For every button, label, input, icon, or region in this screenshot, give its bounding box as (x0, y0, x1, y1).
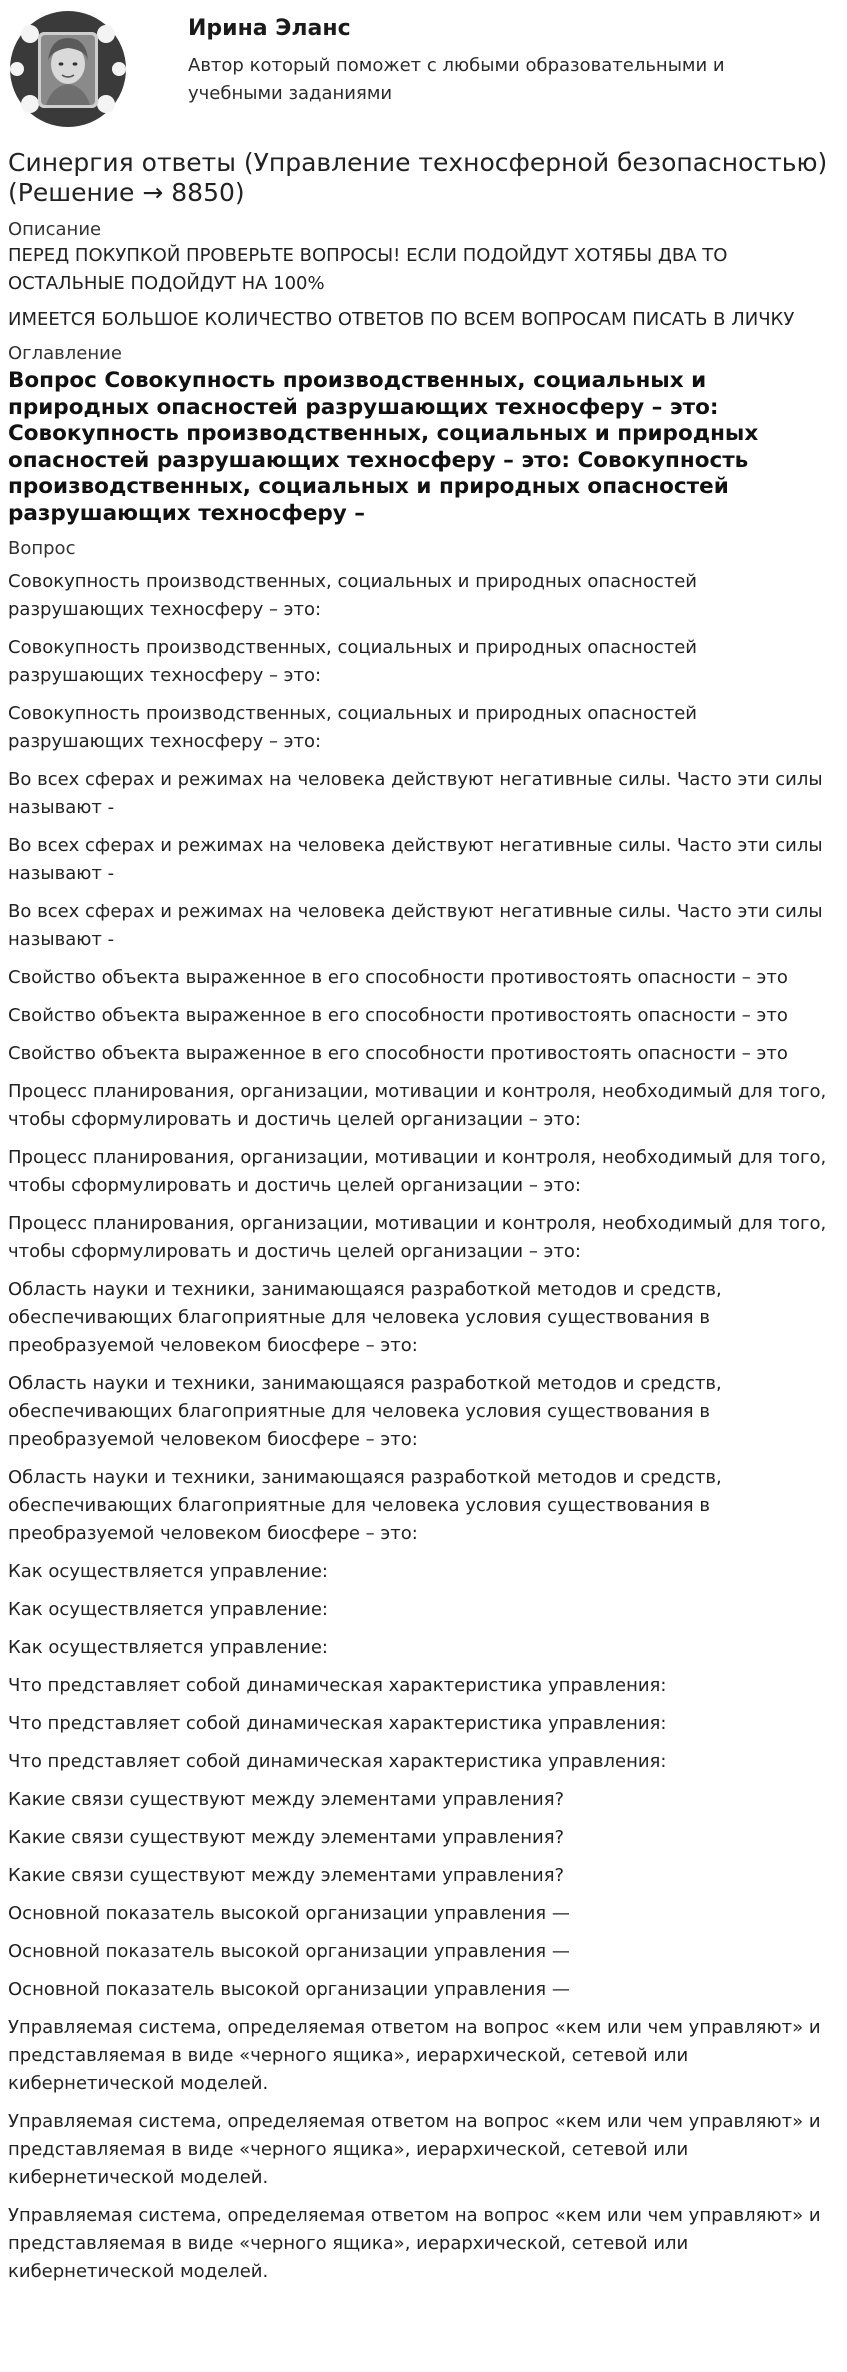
description-line: ИМЕЕТСЯ БОЛЬШОЕ КОЛИЧЕСТВО ОТВЕТОВ ПО ВСЕМ ВОПРОСАМ ПИСАТЬ В ЛИЧКУ (8, 309, 795, 330)
description-line: ПЕРЕД ПОКУПКОЙ ПРОВЕРЬТЕ ВОПРОСЫ! ЕСЛИ ПОДОЙДУТ ХОТЯБЫ ДВА ТО ОСТАЛЬНЫЕ ПОДОЙДУТ НА 100% (8, 245, 728, 294)
question-item: Как осуществляется управление: (8, 1599, 328, 1620)
question-item: Свойство объекта выраженное в его способности противостоять опасности – это (8, 1043, 788, 1064)
question-item: Совокупность производственных, социальных и природных опасностей разрушающих техносферу – это: (8, 703, 697, 752)
question-item: Какие связи существуют между элементами управления? (8, 1827, 565, 1848)
question-item: Что представляет собой динамическая характеристика управления: (8, 1751, 667, 1772)
question-item: Совокупность производственных, социальных и природных опасностей разрушающих техносферу – это: (8, 571, 697, 620)
question-item: Область науки и техники, занимающаяся разработкой методов и средств, обеспечивающих благоприятные для человека условия существования в преобразуемой человеком биосфере – это: (8, 1467, 722, 1544)
question-item: Свойство объекта выраженное в его способности противостоять опасности – это (8, 1005, 788, 1026)
author-card (0, 0, 847, 140)
question-item: Совокупность производственных, социальных и природных опасностей разрушающих техносферу – это: (8, 637, 697, 686)
main-content (8, 148, 838, 2296)
description-label: Описание (8, 219, 102, 240)
author-avatar[interactable] (8, 8, 128, 130)
question-item: Область науки и техники, занимающаяся разработкой методов и средств, обеспечивающих благоприятные для человека условия существования в преобразуемой человеком биосфере – это: (8, 1373, 722, 1450)
toc-heading: Вопрос Совокупность производственных, социальных и природных опасностей разрушающих техносферу – это: Совокупность производственных, социальных и природных опасностей разрушающих техносферу – это: Совокупность производственных, социальных и природных опасностей разрушающих техносферу – (8, 368, 759, 526)
avatar-image (8, 8, 128, 130)
author-description: Автор который поможет с любыми образовательными и учебными заданиями (188, 55, 725, 104)
question-list (8, 568, 838, 2286)
question-item: Что представляет собой динамическая характеристика управления: (8, 1713, 667, 1734)
question-item: Как осуществляется управление: (8, 1637, 328, 1658)
question-item: Процесс планирования, организации, мотивации и контроля, необходимый для того, чтобы сформулировать и достичь целей организации – это: (8, 1081, 827, 1130)
question-item: Что представляет собой динамическая характеристика управления: (8, 1675, 667, 1696)
question-item: Какие связи существуют между элементами управления? (8, 1865, 565, 1886)
question-item: Во всех сферах и режимах на человека действуют негативные силы. Часто эти силы называют - (8, 901, 823, 950)
question-item: Как осуществляется управление: (8, 1561, 328, 1582)
author-name[interactable]: Ирина Эланс (188, 16, 351, 41)
question-item: Основной показатель высокой организации управления — (8, 1903, 570, 1924)
question-item: Основной показатель высокой организации управления — (8, 1979, 570, 2000)
page-title: Синергия ответы (Управление техносферной безопасностью) (Решение → 8850) (8, 148, 828, 207)
question-item: Управляемая система, определяемая ответом на вопрос «кем или чем управляют» и представляемая в виде «черного ящика», иерархической, сетевой или кибернетической моделей. (8, 2111, 821, 2188)
question-item: Управляемая система, определяемая ответом на вопрос «кем или чем управляют» и представляемая в виде «черного ящика», иерархической, сетевой или кибернетической моделей. (8, 2205, 821, 2282)
question-item: Какие связи существуют между элементами управления? (8, 1789, 565, 1810)
question-item: Основной показатель высокой организации управления — (8, 1941, 570, 1962)
question-item: Процесс планирования, организации, мотивации и контроля, необходимый для того, чтобы сформулировать и достичь целей организации – это: (8, 1213, 827, 1262)
question-label: Вопрос (8, 538, 76, 559)
question-item: Свойство объекта выраженное в его способности противостоять опасности – это (8, 967, 788, 988)
question-item: Управляемая система, определяемая ответом на вопрос «кем или чем управляют» и представляемая в виде «черного ящика», иерархической, сетевой или кибернетической моделей. (8, 2017, 821, 2094)
question-item: Во всех сферах и режимах на человека действуют негативные силы. Часто эти силы называют - (8, 835, 823, 884)
question-item: Во всех сферах и режимах на человека действуют негативные силы. Часто эти силы называют - (8, 769, 823, 818)
toc-label: Оглавление (8, 343, 122, 364)
question-item: Процесс планирования, организации, мотивации и контроля, необходимый для того, чтобы сформулировать и достичь целей организации – это: (8, 1147, 827, 1196)
question-item: Область науки и техники, занимающаяся разработкой методов и средств, обеспечивающих благоприятные для человека условия существования в преобразуемой человеком биосфере – это: (8, 1279, 722, 1356)
